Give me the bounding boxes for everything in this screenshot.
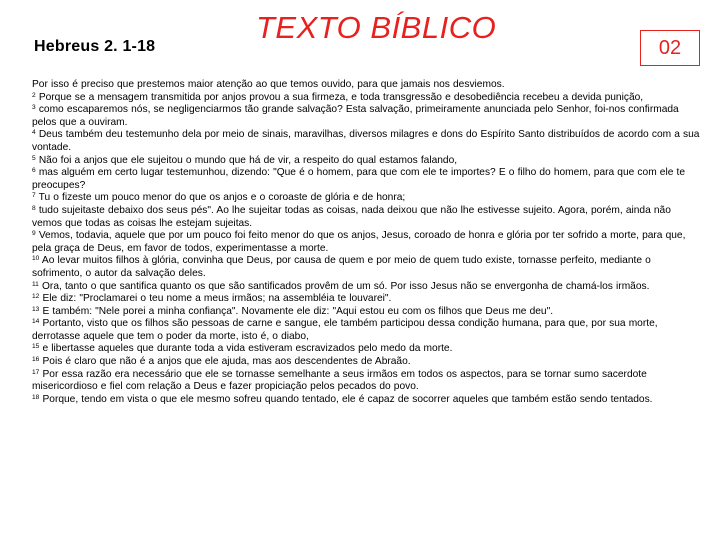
verse-text: Portanto, visto que os filhos são pessoas de carne e sangue, ele também participou dessa condição humana, para que, por sua morte, derrotasse aquele que tem o poder da morte, isto é, o diabo, xyxy=(32,318,658,342)
page-number-badge xyxy=(640,30,700,66)
verse-number: 6 xyxy=(32,167,36,175)
verse-number: 8 xyxy=(32,204,36,212)
verse-number: 3 xyxy=(32,104,36,112)
verse xyxy=(32,129,700,154)
verse-number: 17 xyxy=(32,368,40,376)
verse-text: e libertasse aqueles que durante toda a vida estiveram escravizados pelo medo da morte. xyxy=(42,343,453,355)
verse-text: como escaparemos nós, se negligenciarmos tão grande salvação? Esta salvação, primeiramente anunciada pelo Senhor, foi-nos confirmada pelos que a ouviram. xyxy=(32,104,679,128)
verse xyxy=(32,306,700,319)
verse-text: Ora, tanto o que santifica quanto os que são santificados provêm de um só. Por isso Jesus não se envergonha de chamá-los irmãos. xyxy=(42,280,650,292)
verse-text: Não foi a anjos que ele sujeitou o mundo que há de vir, a respeito do qual estamos falando, xyxy=(38,154,458,166)
verse xyxy=(32,205,700,230)
verse-text: mas alguém em certo lugar testemunhou, dizendo: "Que é o homem, para que com ele te importes? E o filho do homem, para que com ele te preocupes? xyxy=(32,167,686,191)
verse-text: Porque, tendo em vista o que ele mesmo sofreu quando tentado, ele é capaz de socorrer aqueles que também estão sendo tentados. xyxy=(42,393,653,405)
verse-number: 12 xyxy=(32,293,40,301)
verse-number: 14 xyxy=(32,318,40,326)
verse-number: 9 xyxy=(32,230,36,238)
verse-number: 5 xyxy=(32,154,36,162)
verse-text: Deus também deu testemunho dela por meio de sinais, maravilhas, diversos milagres e dons do Espírito Santo distribuídos de acordo com a sua vontade. xyxy=(32,129,700,153)
verse-text: Vemos, todavia, aquele que por um pouco foi feito menor do que os anjos, Jesus, coroado de honra e glória por ter sofrido a morte, para que, pela graça de Deus, em favor de todos, experimentasse a morte. xyxy=(32,230,686,254)
verse-text: Ao levar muitos filhos à glória, convinha que Deus, por causa de quem e por meio de quem tudo existe, tornasse perfeito, mediante o sofrimento, o autor da salvação deles. xyxy=(32,255,651,279)
scripture-text xyxy=(32,79,700,406)
verse xyxy=(32,255,700,280)
verse-text: tudo sujeitaste debaixo dos seus pés". Ao lhe sujeitar todas as coisas, nada deixou que não lhe estivesse sujeito. Agora, porém, ainda não vemos que todas as coisas lhe estejam sujeitas. xyxy=(32,204,671,229)
verse-text: Tu o fizeste um pouco menor do que os anjos e o coroaste de glória e de honra; xyxy=(38,192,406,204)
verse-text: Por isso é preciso que prestemos maior atenção ao que temos ouvido, para que jamais nos desviemos. xyxy=(32,79,505,90)
verse xyxy=(32,167,700,192)
verse xyxy=(32,230,700,255)
verse-text: Por essa razão era necessário que ele se tornasse semelhante a seus irmãos em todos os aspectos, para se tornar sumo sacerdote misericordioso e fiel com relação a Deus e fazer propiciação pelos pecados do povo. xyxy=(32,368,647,393)
verse-number: 15 xyxy=(32,343,40,351)
verse-number: 11 xyxy=(32,280,39,288)
verse-number: 10 xyxy=(32,255,40,263)
verse-text: Pois é claro que não é a anjos que ele ajuda, mas aos descendentes de Abraão. xyxy=(42,356,411,368)
verse xyxy=(32,192,700,205)
verse xyxy=(32,281,700,294)
verse xyxy=(32,343,700,356)
verse xyxy=(32,104,700,129)
verse xyxy=(32,293,700,306)
verse xyxy=(32,79,700,92)
verse xyxy=(32,318,700,343)
verse xyxy=(32,155,700,168)
verse-number: 7 xyxy=(32,192,36,200)
verse-number: 13 xyxy=(32,305,40,313)
verse-text: Ele diz: "Proclamarei o teu nome a meus irmãos; na assembléia te louvarei". xyxy=(42,293,392,305)
scripture-reference: Hebreus 2. 1-18 xyxy=(34,38,156,55)
verse xyxy=(32,356,700,369)
verse xyxy=(32,369,700,394)
verse-number: 4 xyxy=(32,129,36,137)
verse-text: Porque se a mensagem transmitida por anjos provou a sua firmeza, e toda transgressão e desobediência recebeu a devida punição, xyxy=(38,91,644,103)
verse-number: 18 xyxy=(32,393,40,401)
page-number: 02 xyxy=(658,36,682,59)
page-title: TEXTO BÍBLICO xyxy=(256,10,497,45)
verse-number: 2 xyxy=(32,91,36,99)
verse-text: E também: "Nele porei a minha confiança". Novamente ele diz: "Aqui estou eu com os filhos que Deus me deu". xyxy=(42,305,554,317)
verse xyxy=(32,394,700,407)
verse-number: 16 xyxy=(32,356,40,364)
verse xyxy=(32,92,700,105)
